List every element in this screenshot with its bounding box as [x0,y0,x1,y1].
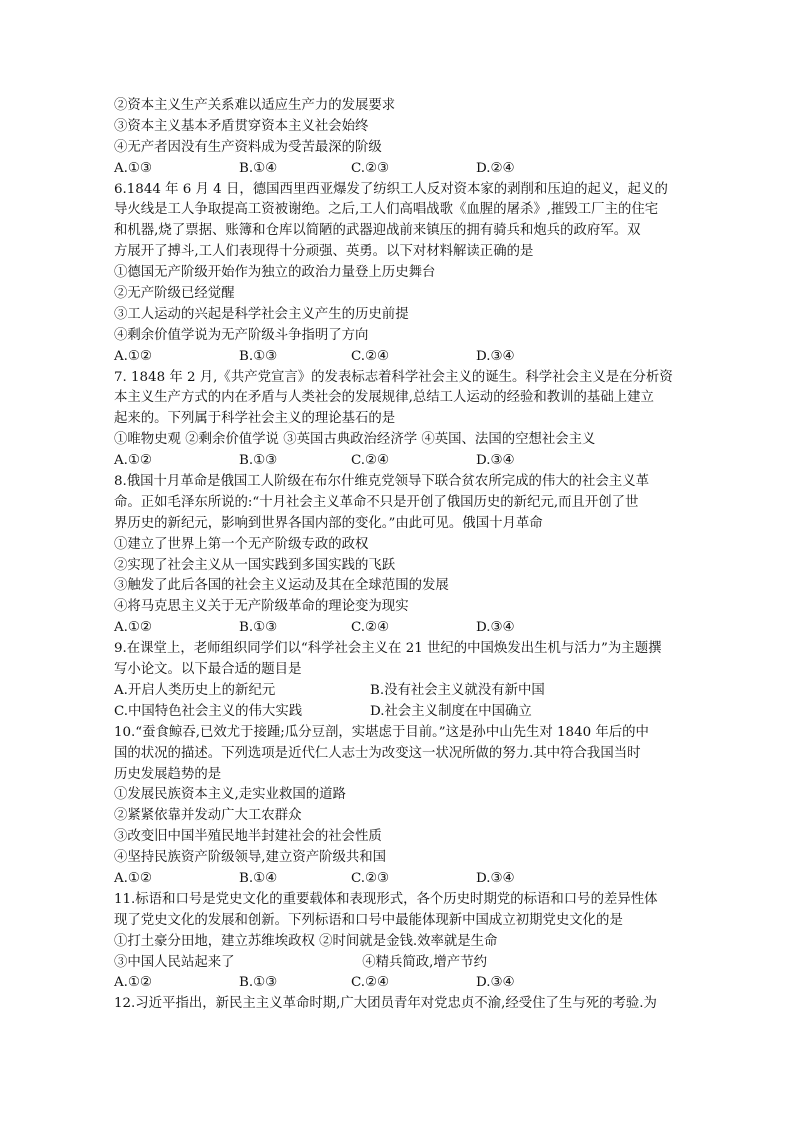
option-b[interactable]: B.①③ [239,620,278,636]
option-c[interactable]: C.②③ [351,870,390,886]
option-c[interactable]: C.中国特色社会主义的伟大实践 [114,703,303,719]
question-stem-line: 12.习近平指出，新民主主义革命时期,广大团员青年对党忠贞不渝,经受住了生与死的考验.为 [114,996,657,1012]
statement-item: ①打土豪分田地，建立苏维埃政权 ②时间就是金钱.效率就是生命 [114,933,498,949]
statement-item: ④剩余价值学说为无产阶级斗争指明了方向 [114,327,369,343]
question-stem-line: 现了党史文化的发展和创新。下列标语和口号中最能体现新中国成立初期党史文化的是 [114,912,623,928]
answer-options [114,159,684,180]
question-stem-line: 10.“蚕食鲸吞,已效尤于接踵;瓜分豆剖，实堪虑于目前。”这是孙中山先生对 1840 年后的中 [114,724,649,740]
question-11 [114,890,684,994]
statement-item: ①发展民族资本主义,走实业救国的道路 [114,787,346,803]
question-6 [114,180,684,368]
statement-item: ③改变旧中国半殖民地半封建社会的社会性质 [114,829,382,845]
statement-item: ④无产者因没有生产资料成为受苦最深的阶级 [114,139,382,155]
question-10 [114,723,684,890]
answer-options [114,702,684,723]
question-stem-line: 8.俄国十月革命是俄国工人阶级在布尔什维克党领导下联合贫农所完成的伟大的社会主义革 [114,474,650,490]
question-8 [114,472,684,639]
statement-item: ③触发了此后各国的社会主义运动及其在全球范围的发展 [114,578,449,594]
previous-question-tail [114,96,684,180]
option-a[interactable]: A.①② [114,620,152,636]
question-stem-line: 界历史的新纪元，影响到世界各国内部的变化。”由此可见。俄国十月革命 [114,515,543,531]
option-d[interactable]: D.③④ [476,870,515,886]
question-stem-line: 11.标语和口号是党史文化的重要载体和表现形式，各个历史时期党的标语和口号的差异性体 [114,891,658,907]
question-stem-line: 命。正如毛泽东所说的:“十月社会主义革命不只是开创了俄国历史的新纪元,而且开创了世 [114,494,639,510]
statement-item: ③中国人民站起来了 ④精兵简政,增产节约 [114,954,487,970]
question-7 [114,368,684,472]
option-c[interactable]: C.②④ [351,453,390,469]
answer-options [114,973,684,994]
option-a[interactable]: A.开启人类历史上的新纪元 [114,682,276,698]
option-b[interactable]: B.①③ [239,975,278,991]
statement-item: ③工人运动的兴起是科学社会主义产生的历史前提 [114,306,409,322]
option-d[interactable]: D.③④ [476,620,515,636]
option-c[interactable]: C.②④ [351,620,390,636]
option-b[interactable]: B.①④ [239,870,278,886]
question-stem-line: 6.1844 年 6 月 4 日，德国西里西亚爆发了纺织工人反对资本家的剥削和压迫的起义，起义的 [114,181,668,197]
question-stem-line: 历史发展趋势的是 [114,766,222,782]
question-stem-line: 9.在课堂上，老师组织同学们以“科学社会主义在 21 世纪的中国焕发出生机与活力”为主题撰 [114,641,662,657]
statement-item: ④坚持民族资产阶级领导,建立资产阶级共和国 [114,850,387,866]
statement-item: ①唯物史观 ②剩余价值学说 ③英国古典政治经济学 ④英国、法国的空想社会主义 [114,432,596,448]
answer-options [114,681,684,702]
option-b[interactable]: B.没有社会主义就没有新中国 [370,682,545,698]
question-stem-line: 和机器,烧了票据、账簿和仓库以简陋的武器迎战前来镇压的拥有骑兵和炮兵的政府军。双 [114,223,641,239]
question-stem-line: 7. 1848 年 2 月,《共产党宣言》的发表标志着科学社会主义的诞生。科学社会主义是在分析资 [114,369,673,385]
option-d[interactable]: D.③④ [476,348,515,364]
option-b[interactable]: B.①④ [239,160,278,176]
question-stem-line: 起来的。下列属于科学社会主义的理论基石的是 [114,411,396,427]
question-stem-line: 导火线是工人争取提高工资被谢绝。之后,工人们高唱战歌《血腥的屠杀》,摧毁工厂主的住宅 [114,202,659,218]
option-d[interactable]: D.③④ [476,453,515,469]
statement-item: ①德国无产阶级开始作为独立的政治力量登上历史舞台 [114,265,436,281]
question-stem-line: 写小论文。以下最合适的题目是 [114,662,302,678]
answer-options [114,618,684,639]
statement-item: ②紧紧依靠并发动广大工农群众 [114,808,302,824]
question-stem-line: 国的状况的描述。下列选项是近代仁人志士为改变这一状况所做的努力.其中符合我国当时 [114,745,641,761]
statement-item: ②无产阶级已经觉醒 [114,286,235,302]
statement-item: ①建立了世界上第一个无产阶级专政的政权 [114,536,369,552]
answer-options [114,347,684,368]
option-d[interactable]: D.社会主义制度在中国确立 [370,703,532,719]
answer-options [114,451,684,472]
statement-item: ②资本主义生产关系难以适应生产力的发展要求 [114,98,396,113]
statement-item: ④将马克思主义关于无产阶级革命的理论变为现实 [114,599,409,615]
answer-options [114,869,684,890]
question-9 [114,639,684,723]
option-b[interactable]: B.①③ [239,453,278,469]
statement-item: ②实现了社会主义从一国实践到多国实践的飞跃 [114,557,396,573]
question-stem-line: 本主义生产方式的内在矛盾与人类社会的发展规律,总结工人运动的经验和教训的基础上建立 [114,390,654,406]
option-b[interactable]: B.①③ [239,348,278,364]
option-c[interactable]: C.②④ [351,975,390,991]
option-a[interactable]: A.①② [114,975,152,991]
question-12 [114,994,684,1015]
option-d[interactable]: D.③④ [476,975,515,991]
question-stem-line: 方展开了搏斗,工人们表现得十分顽强、英勇。以下对材料解读正确的是 [114,244,534,260]
option-a[interactable]: A.①③ [114,160,152,176]
option-c[interactable]: C.②④ [351,348,390,364]
option-a[interactable]: A.①② [114,870,152,886]
exam-page [114,96,684,1015]
option-c[interactable]: C.②③ [351,160,390,176]
option-a[interactable]: A.①② [114,453,152,469]
option-a[interactable]: A.①② [114,348,152,364]
statement-item: ③资本主义基本矛盾贯穿资本主义社会始终 [114,118,369,134]
option-d[interactable]: D.②④ [476,160,515,176]
